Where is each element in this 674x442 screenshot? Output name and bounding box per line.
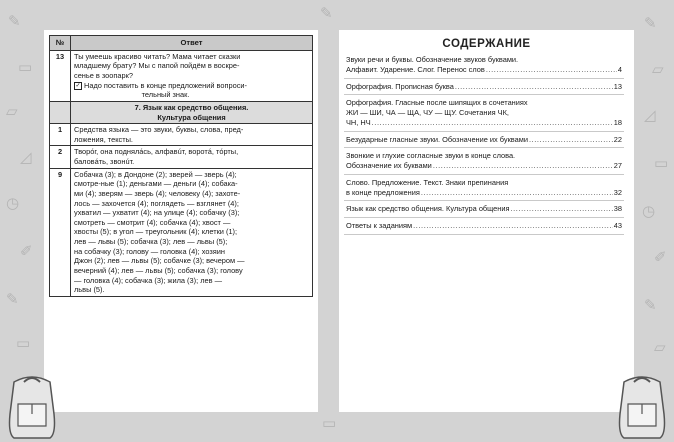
toc-entry-line: Звуки речи и буквы. Обозначение звуков буквами. [346,55,519,64]
checked-note [74,81,309,100]
row-number: 1 [50,124,71,146]
answer-line: хвосты (5); в угол — треугольник (4); клетки (1); [74,227,238,237]
toc-entry[interactable] [344,132,624,149]
ruler-icon: ▱ [6,102,18,120]
toc-entry-title: Ответы к заданиям [346,221,413,231]
pencil-icon: ✎ [644,296,657,314]
answer-line: львы (5). [74,285,105,295]
pencil-icon: ✎ [8,12,21,30]
leader-dots [421,188,613,198]
toc-entry[interactable] [344,52,624,79]
toc-page-number: 27 [613,161,622,171]
leader-dots [529,135,613,145]
answer-cell [71,146,313,168]
toc-entry[interactable] [344,175,624,202]
ruler-icon: ▱ [652,60,664,78]
table-row [50,124,313,146]
answer-cell [71,124,313,146]
toc-page-number: 18 [613,117,622,127]
table-row [50,168,313,296]
toc-entry[interactable] [344,218,624,235]
toc-entry-line: ЖИ — ШИ, ЧА — ЩА, ЧУ — ЩУ. Сочетания ЧК, [346,108,509,118]
toc-page-number: 22 [613,134,622,144]
answer-line: Средства языка — это звуки, буквы, слова, пред- [74,125,244,135]
answer-line: лев — львы (5); собачка (3); лев — львы (5); [74,237,228,247]
leader-dots [486,65,617,75]
answer-line: — головка (4); собачка (3); жила (3); лев — [74,275,222,285]
triangle-ruler-icon: ◿ [644,106,656,124]
contents-page [339,30,634,412]
column-header-answer: Ответ [71,36,313,51]
answer-line: тельный знак. [141,90,190,100]
paintbrush-icon: ✐ [20,242,33,260]
contents-list [344,52,624,235]
leader-dots [510,204,612,214]
section-heading-row [50,101,313,123]
toc-page-number: 32 [613,187,622,197]
answer-line: Собачка (3); в Дондоне (2); зверей — зверь (4); [74,169,237,179]
triangle-ruler-icon: ◿ [20,148,32,166]
table-row [50,146,313,168]
answer-line: Творóг, она поднялáсь, алфавúт, воротá, тóрты, [74,147,239,157]
toc-entry-title: в конце предложения [346,187,420,197]
alarm-clock-icon: ◷ [642,202,656,220]
row-number: 13 [50,50,71,101]
row-number: 9 [50,168,71,296]
toc-entry[interactable] [344,201,624,218]
column-header-number: № [50,36,71,51]
answer-line: Ты умеешь красиво читать? Мама читает сказки [74,51,241,61]
table-header-row [50,36,313,51]
notebook-icon: ▭ [16,334,31,352]
row-number: 2 [50,146,71,168]
toc-page-number: 38 [613,204,622,214]
leader-dots [433,161,613,171]
leader-dots [372,118,613,128]
answer-line: Надо поставить в конце предложений вопроси- [84,80,247,90]
notebook-icon: ▭ [654,154,669,172]
toc-entry[interactable] [344,95,624,131]
toc-entry-title: Язык как средство общения. Культура общения [346,204,510,214]
answer-line: ухватил — ухватит (4); на улице (4); собачку (3); [74,208,240,218]
answer-line: Джон (2); лев — львы (5); собачке (3); вечером — [74,256,245,266]
leader-dots [413,221,613,231]
answer-line: смотре-ные (1); деньгами — деньги (4); собака- [74,179,238,189]
answer-line: вечерний (4); лев — львы (5); собачка (3); голову [74,265,243,275]
answer-line: сенье в зоопарк? [74,71,133,81]
section-title-line: 7. Язык как средство общения. [134,102,249,112]
paintbrush-icon: ✐ [654,248,667,266]
toc-entry-line: Слово. Предложение. Текст. Знаки препинания [346,177,509,187]
toc-entry-title: Обозначение их буквами [346,161,432,171]
answer-line: ми (4); зверям — зверь (4); человеку (4); захоте- [74,188,241,198]
backpack-icon [0,374,64,442]
toc-page-number: 13 [613,81,622,91]
pencil-icon: ✎ [6,290,19,308]
answer-cell [71,50,313,101]
answer-cell [71,168,313,296]
leader-dots [455,82,613,92]
toc-entry-title: Орфография. Прописная буква [346,81,454,91]
toc-entry-title: ЧН, НЧ [346,117,371,127]
pencil-icon: ✎ [644,14,657,32]
notebook-icon: ▭ [322,414,337,432]
checkbox-checked-icon: ✓ [75,82,81,89]
answer-line: ложения, тексты. [74,134,133,144]
answers-page [44,30,318,412]
contents-title: СОДЕРЖАНИЕ [442,38,531,50]
toc-entry[interactable] [344,148,624,175]
toc-entry[interactable] [344,79,624,96]
toc-page-number: 4 [617,64,622,74]
answer-line: лось — захочется (4); поглядеть — взглянет (4); [74,198,239,208]
section-heading [71,101,313,123]
answer-line: баловáть, звонúт. [74,157,135,167]
pencil-icon: ✎ [320,4,333,22]
answer-line: смотреть — смотрит (4); собачка (4); хвост — [74,217,231,227]
ruler-icon: ▱ [654,338,666,356]
section-title-line: Культура общения [157,112,226,122]
toc-entry-line: Звонкие и глухие согласные звуки в конце слова. [346,151,516,161]
answer-line: младшему брату? Мы с папой пойдём в воскре- [74,61,240,71]
toc-page-number: 43 [613,221,622,231]
toc-entry-line: Орфография. Гласные после шипящих в сочетаниях [346,98,528,108]
toc-entry-title: Алфавит. Ударение. Слог. Перенос слов [346,64,485,74]
table-row [50,50,313,101]
backpack-icon [612,374,674,442]
answers-table [49,35,313,297]
alarm-clock-icon: ◷ [6,194,20,212]
answer-line: на собачку (3); голову — головка (4); хозяин [74,246,225,256]
toc-entry-title: Безударные гласные звуки. Обозначение их буквами [346,134,528,144]
notebook-icon: ▭ [18,58,33,76]
